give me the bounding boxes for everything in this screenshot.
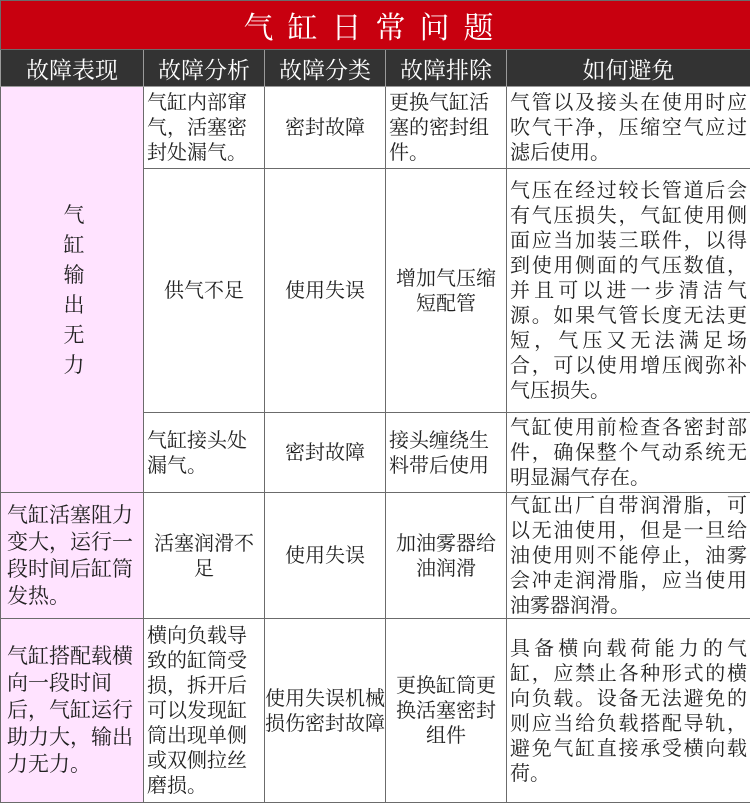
analysis-cell: 横向负载导致的缸筒受损，拆开后可以发现缸筒出现单侧或双侧拉丝磨损。: [144, 619, 265, 803]
avoid-cell: 气缸出厂自带润滑脂，可以无油使用，但是一旦给油使用则不能停止，油雾会冲走润滑脂，应当使用油雾器润滑。: [507, 493, 750, 619]
category-cell: 密封故障: [265, 87, 386, 169]
avoid-cell: 气缸使用前检查各密封部件，确保整个气动系统无明显漏气存在。: [507, 413, 750, 493]
header-analysis: 故障分析: [144, 50, 265, 87]
fix-cell: 更换气缸活塞的密封组件。: [386, 87, 507, 169]
header-fix: 故障排除: [386, 50, 507, 87]
category-cell: 使用失误: [265, 169, 386, 413]
category-cell: 使用失误: [265, 493, 386, 619]
avoid-cell: 气管以及接头在使用时应吹气干净，压缩空气应过滤后使用。: [507, 87, 750, 169]
analysis-cell: 气缸接头处漏气。: [144, 413, 265, 493]
symptom-cell: 气缸活塞阻力变大，运行一段时间后缸筒发热。: [1, 493, 144, 619]
header-avoid: 如何避免: [507, 50, 750, 87]
avoid-cell: 具备横向载荷能力的气缸，应禁止各种形式的横向负载。设备无法避免的则应当给负载搭配导轨，避免气缸直接承受横向载荷。: [507, 619, 750, 803]
table-title: 气缸日常问题: [1, 1, 750, 50]
header-symptom: 故障表现: [1, 50, 144, 87]
category-cell: 使用失误机械损伤密封故障: [265, 619, 386, 803]
table-row: [1, 619, 750, 803]
symptom-cell: 气缸搭配载横向一段时间后，气缸运行助力大，输出力无力。: [1, 619, 144, 803]
symptom-text: 气缸输出无力: [63, 202, 85, 377]
analysis-cell: 气缸内部窜气，活塞密封处漏气。: [144, 87, 265, 169]
header-category: 故障分类: [265, 50, 386, 87]
table-row: [1, 87, 750, 169]
analysis-cell: 供气不足: [144, 169, 265, 413]
fix-cell: 更换缸筒更换活塞密封组件: [386, 619, 507, 803]
analysis-cell: 活塞润滑不足: [144, 493, 265, 619]
avoid-cell: 气压在经过较长管道后会有气压损失，气缸使用侧面应当加装三联件，以得到使用侧面的气压数值，并且可以进一步清洁气源。如果气管长度无法更短，气压又无法满足场合，可以使用增压阀弥补气压损失。: [507, 169, 750, 413]
fix-cell: 接头缠绕生料带后使用: [386, 413, 507, 493]
table-row: [1, 493, 750, 619]
fix-cell: 增加气压缩短配管: [386, 169, 507, 413]
fix-cell: 加油雾器给油润滑: [386, 493, 507, 619]
symptom-cell: [1, 87, 144, 493]
category-cell: 密封故障: [265, 413, 386, 493]
